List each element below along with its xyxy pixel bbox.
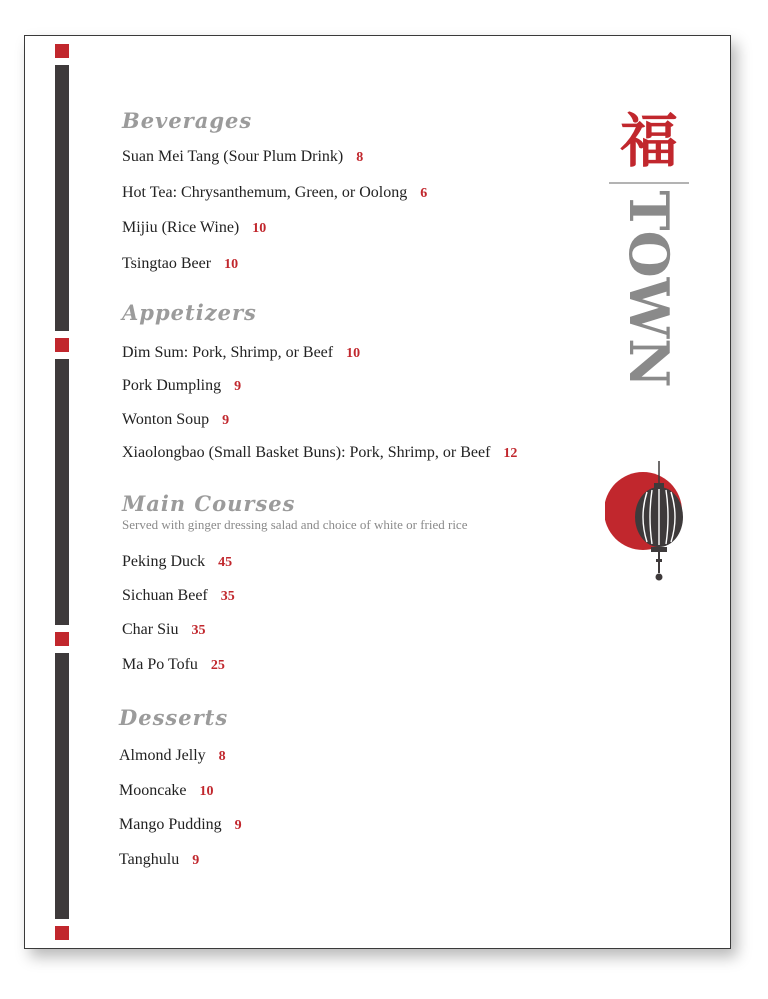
accent-square — [55, 632, 69, 646]
item-price: 9 — [234, 818, 242, 833]
item-name: Char Siu — [122, 621, 179, 638]
menu-item — [122, 148, 363, 166]
item-price: 8 — [218, 749, 226, 764]
section-title-appetizers: Appetizers — [122, 300, 257, 325]
menu-item — [122, 621, 205, 639]
item-price: 9 — [234, 379, 242, 394]
side-bar — [55, 65, 69, 331]
accent-square — [55, 338, 69, 352]
item-price: 9 — [192, 853, 200, 868]
item-price: 10 — [224, 257, 239, 272]
item-name: Sichuan Beef — [122, 587, 208, 604]
item-name: Wonton Soup — [122, 411, 210, 428]
item-name: Dim Sum: Pork, Shrimp, or Beef — [122, 344, 334, 361]
item-name: Mooncake — [119, 782, 187, 799]
menu-item — [122, 587, 235, 605]
section-subtitle: Served with ginger dressing salad and choice of white or fried rice — [122, 517, 468, 532]
item-price: 6 — [420, 186, 428, 201]
menu-item — [119, 816, 242, 834]
menu-item — [122, 444, 517, 462]
item-name: Peking Duck — [122, 553, 206, 570]
menu-item — [119, 782, 214, 800]
item-name: Mijiu (Rice Wine) — [122, 219, 240, 236]
item-price: 25 — [210, 658, 225, 673]
brand-logo — [605, 101, 695, 581]
brand-name: TOWN — [617, 190, 681, 388]
accent-square — [55, 926, 69, 940]
item-name: Suan Mei Tang (Sour Plum Drink) — [122, 148, 344, 165]
section-title-main-courses: Main Courses — [122, 491, 296, 516]
item-name: Almond Jelly — [119, 747, 206, 764]
item-price: 10 — [252, 221, 267, 236]
side-bar — [55, 653, 69, 919]
menu-item — [122, 255, 238, 273]
menu-item — [122, 344, 360, 362]
item-price: 10 — [199, 784, 214, 799]
section-title-beverages: Beverages — [122, 108, 253, 133]
item-name: Xiaolongbao (Small Basket Buns): Pork, Shrimp, or Beef — [122, 444, 491, 461]
item-price: 12 — [503, 446, 518, 461]
item-price: 10 — [346, 346, 361, 361]
side-bar — [55, 359, 69, 625]
item-name: Hot Tea: Chrysanthemum, Green, or Oolong — [122, 184, 408, 201]
menu-item — [122, 184, 427, 202]
item-price: 35 — [191, 623, 206, 638]
menu-item — [119, 851, 199, 869]
item-price: 35 — [220, 589, 235, 604]
menu-item — [122, 553, 232, 571]
item-name: Mango Pudding — [119, 816, 222, 833]
item-price: 8 — [356, 150, 364, 165]
item-price: 9 — [222, 413, 230, 428]
menu-item — [122, 219, 266, 237]
item-price: 45 — [218, 555, 233, 570]
menu-item — [122, 411, 229, 429]
item-name: Tanghulu — [119, 851, 180, 868]
fortune-character: 福 — [619, 107, 679, 175]
item-name: Tsingtao Beer — [122, 255, 212, 272]
menu-item — [119, 747, 226, 765]
accent-square — [55, 44, 69, 58]
section-title-desserts: Desserts — [119, 705, 229, 730]
item-name: Ma Po Tofu — [122, 656, 198, 673]
item-name: Pork Dumpling — [122, 377, 222, 394]
menu-page — [24, 35, 731, 949]
menu-item — [122, 656, 225, 674]
menu-item — [122, 377, 241, 395]
